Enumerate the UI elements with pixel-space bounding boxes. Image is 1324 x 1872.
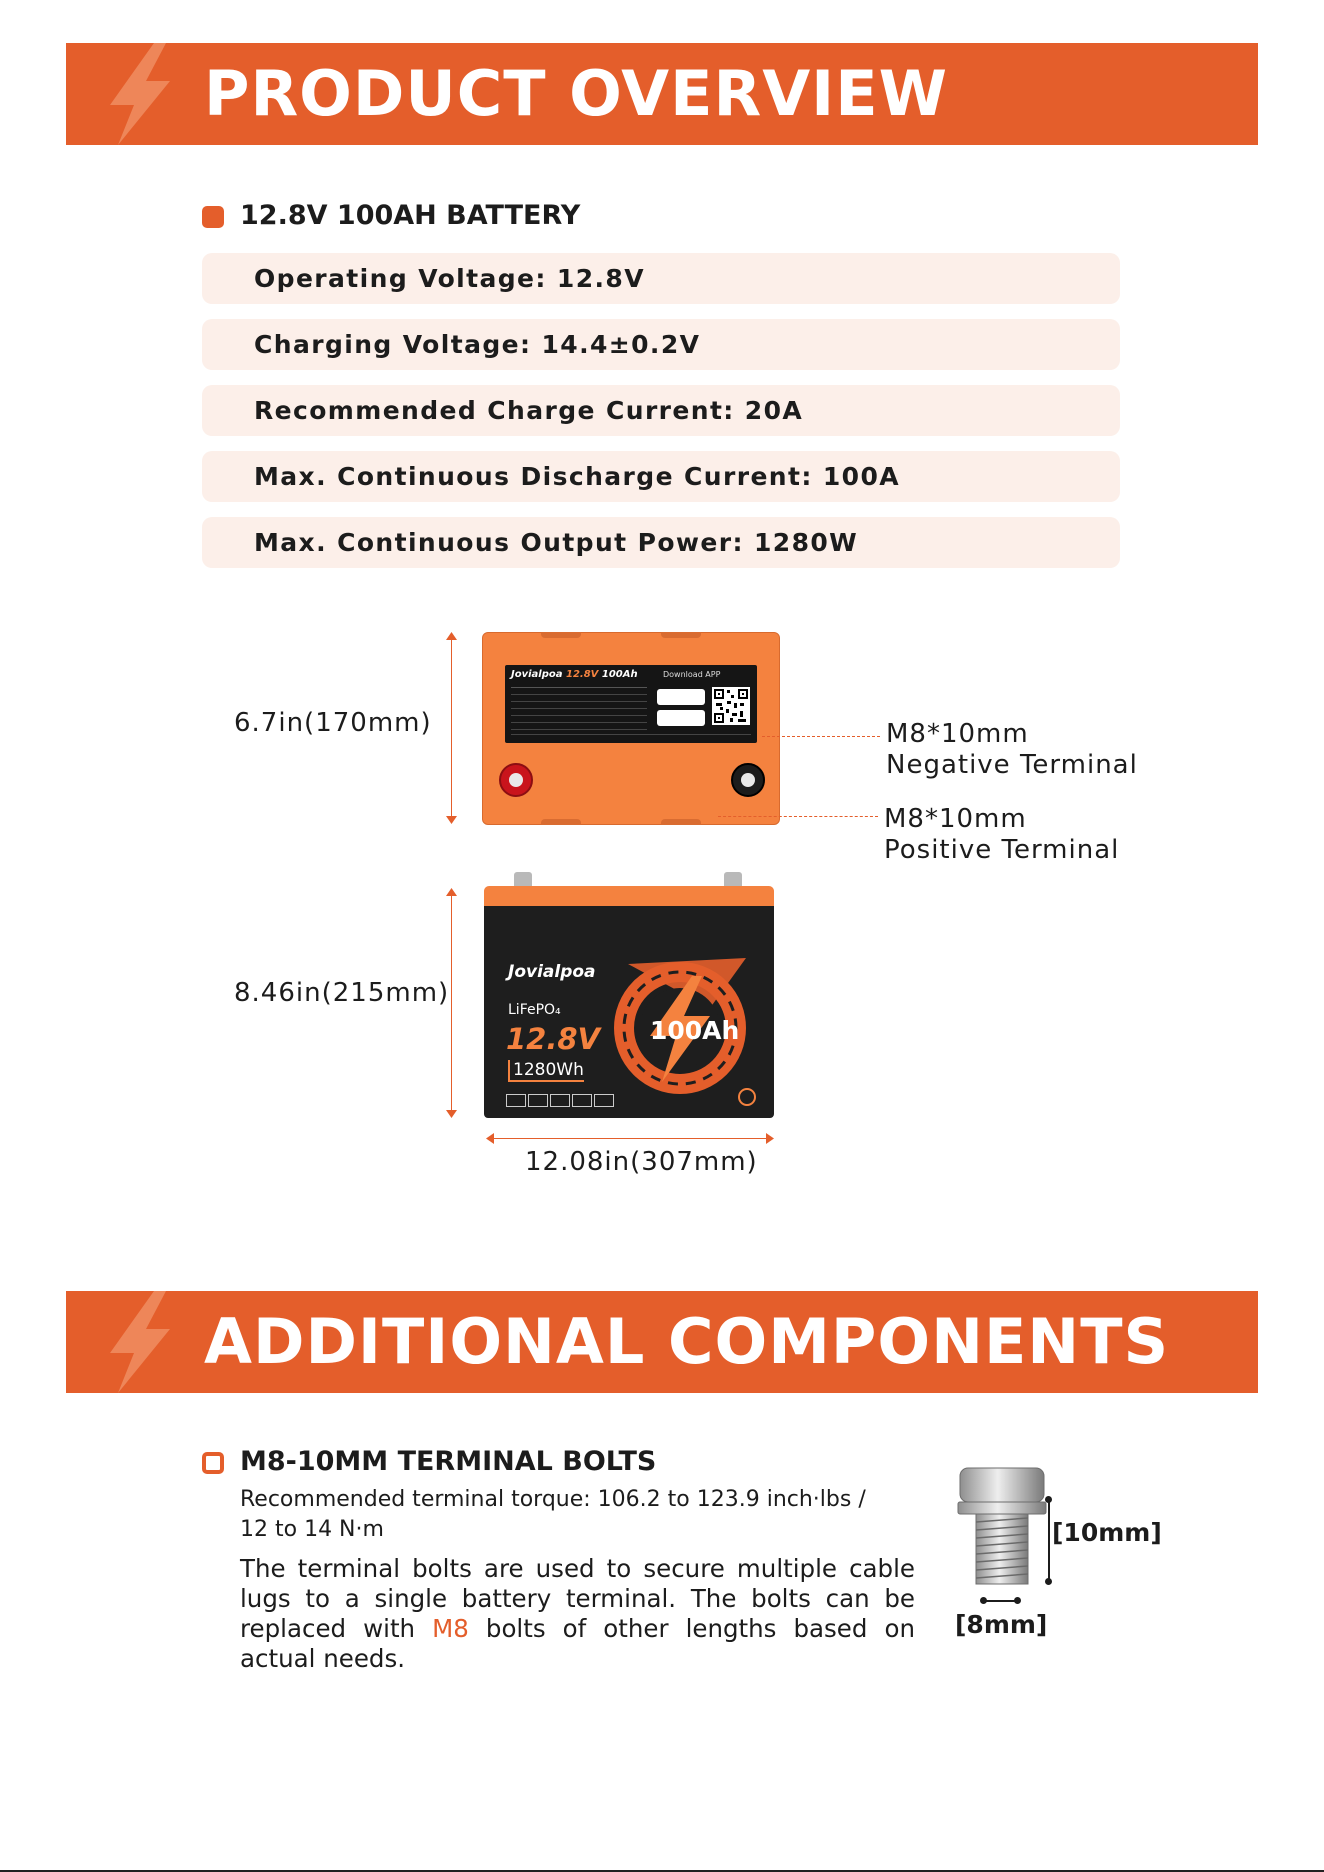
label-download-app: Download APP [663,670,721,679]
arrow-up-icon [446,888,457,896]
spec-row: Max. Continuous Discharge Current: 100A [202,451,1120,502]
lightning-bolt-icon [104,1291,180,1393]
spec-row: Max. Continuous Output Power: 1280W [202,517,1120,568]
torque-line-1: Recommended terminal torque: 106.2 to 123.9 inch·lbs / [240,1487,866,1512]
battery-top-view [482,632,780,825]
arrow-right-icon [766,1133,774,1144]
negative-terminal-label: M8*10mm Negative Terminal [886,719,1138,780]
m8-highlight: M8 [432,1614,469,1643]
label-brand: Jovialpoa [511,669,563,680]
lightning-bolt-icon [104,43,180,145]
terminal-bolt-icon [954,1462,1054,1590]
label-spec-table [511,687,647,732]
torque-line-2: 12 to 14 N·m [240,1517,384,1542]
width-label: 12.08in(307mm) [525,1147,758,1177]
width-dimension-line [490,1138,770,1139]
product-overview-banner [66,43,1258,145]
application-icons [506,1094,612,1106]
arrow-up-icon [446,632,457,640]
arrow-down-icon [446,1110,457,1118]
spec-row: Recommended Charge Current: 20A [202,385,1120,436]
bolt-diameter-label: [8mm] [955,1610,1048,1639]
app-store-badge [657,689,705,705]
positive-leader-line [718,816,878,817]
section-title: PRODUCT OVERVIEW [204,57,948,130]
bullet-square-icon [202,206,224,228]
bolts-heading: M8-10MM TERMINAL BOLTS [240,1446,657,1477]
height-dimension-line [451,636,452,822]
battery-label-panel [505,665,757,743]
front-energy: 1280Wh [508,1060,584,1082]
google-play-badge [657,710,705,726]
front-chemistry: LiFePO₄ [508,1002,561,1018]
label-voltage: 12.8V [565,669,599,680]
additional-components-banner [66,1291,1258,1393]
bullet-ring-icon [202,1452,224,1474]
bolt-diameter-dimension [982,1600,1018,1602]
negative-leader-line [762,736,880,737]
front-height-dimension-line [451,892,452,1116]
positive-terminal-label: M8*10mm Positive Terminal [884,804,1120,865]
bolts-description: The terminal bolts are used to secure multiple cable lugs to a single battery terminal. The bolts can be replaced with M8 bolts of other lengths based on actual needs. [240,1554,915,1673]
battery-heading: 12.8V 100AH BATTERY [240,200,581,231]
positive-terminal [499,763,533,797]
bolt-length-dimension [1048,1498,1050,1582]
front-height-label: 8.46in(215mm) [234,978,450,1008]
negative-terminal [731,763,765,797]
qr-code-icon [712,687,750,725]
front-capacity: 100Ah [650,1016,740,1045]
arrow-left-icon [486,1133,494,1144]
front-brand: Jovialpoa [508,962,596,982]
brand-mark-icon [738,1088,756,1106]
spec-row: Operating Voltage: 12.8V [202,253,1120,304]
top-height-label: 6.7in(170mm) [234,708,432,738]
front-voltage: 12.8V [506,1022,600,1056]
label-capacity: 100Ah [601,669,638,680]
battery-front-view [484,872,774,1118]
arrow-down-icon [446,816,457,824]
spec-row: Charging Voltage: 14.4±0.2V [202,319,1120,370]
section-title: ADDITIONAL COMPONENTS [204,1305,1170,1378]
bolt-length-label: [10mm] [1052,1518,1162,1547]
